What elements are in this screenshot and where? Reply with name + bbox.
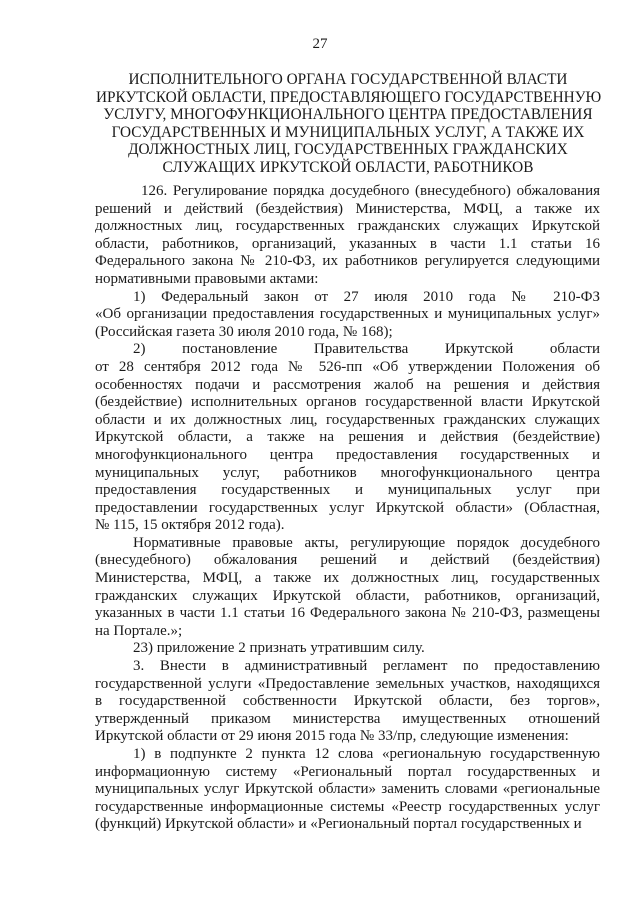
paragraph-line: от 28 сентября 2012 года № 526-пп «Об утверждении Положения об	[95, 358, 600, 375]
paragraph-line: 3. Внести в административный регламент по предоставлению	[133, 658, 600, 675]
section-heading	[96, 71, 600, 177]
paragraph	[95, 746, 600, 834]
heading-line: ИСПОЛНИТЕЛЬНОГО ОРГАНА ГОСУДАРСТВЕННОЙ ВЛАСТИ	[128, 71, 568, 88]
paragraph-line: 1) Федеральный закон от 27 июля 2010 года № 210-ФЗ	[133, 288, 600, 305]
paragraph-line: 23) приложение 2 признать утратившим силу.	[133, 640, 425, 657]
paragraph-line: предоставлении государственных услуг Иркутской области» (Областная,	[95, 499, 600, 516]
paragraph-line: утвержденный приказом министерства имущественных отношений	[95, 710, 600, 727]
page-number: 27	[312, 36, 328, 52]
paragraph-line: Нормативные правовые акты, регулирующие порядок досудебного	[133, 534, 600, 551]
paragraph-line: государственной услуги «Предоставление земельных участков, находящихся	[95, 675, 600, 692]
paragraph-line: Федерального закона № 210-ФЗ, их работников регулируется следующими	[95, 253, 600, 270]
paragraph-line: (внесудебного) обжалования решений и действий (бездействия)	[95, 552, 600, 569]
paragraph-line: Иркутской области от 29 июня 2015 года № 33/пр, следующие изменения:	[95, 728, 569, 745]
heading-line: УСЛУГУ, МНОГОФУНКЦИОНАЛЬНОГО ЦЕНТРА ПРЕДОСТАВЛЕНИЯ	[103, 106, 593, 124]
paragraph-line: на Портале.»;	[95, 622, 183, 639]
paragraph-line: нормативными правовыми актами:	[95, 270, 319, 287]
paragraph	[95, 535, 600, 641]
heading-line: ДОЛЖНОСТНЫХ ЛИЦ, ГОСУДАРСТВЕННЫХ ГРАЖДАНСКИХ	[128, 141, 568, 159]
paragraph-line: должностных лиц, государственных гражданских служащих Иркутской	[95, 218, 600, 235]
paragraph-line: (функций) Иркутской области» и «Региональный портал государственных и	[95, 816, 582, 833]
paragraph	[95, 640, 600, 658]
paragraph-line: «Об организации предоставления государственных и муниципальных услуг»	[95, 306, 600, 323]
paragraph	[95, 183, 600, 289]
paragraph-line: указанных в части 1.1 статьи 16 Федерального закона № 210-ФЗ, размещены	[95, 605, 600, 622]
paragraph-line: Иркутской области, а также на решения и действия (бездействие)	[95, 429, 600, 446]
paragraph-line: 1) в подпункте 2 пункта 12 слова «региональную государственную	[133, 746, 600, 762]
paragraph	[95, 289, 600, 342]
heading-line: ГОСУДАРСТВЕННЫХ И МУНИЦИПАЛЬНЫХ УСЛУГ, А ТАКЖЕ ИХ	[111, 123, 585, 141]
paragraph-line: области и их должностных лиц, государственных гражданских служащих	[95, 411, 600, 428]
paragraph-line: информационную систему «Региональный портал государственных и	[95, 763, 600, 780]
paragraph-line: предоставления государственных и муниципальных услуг при	[95, 482, 600, 499]
paragraph-line: 2) постановление Правительства Иркутской области	[133, 341, 600, 358]
heading-line: ИРКУТСКОЙ ОБЛАСТИ, ПРЕДОСТАВЛЯЮЩЕГО ГОСУДАРСТВЕННУЮ	[96, 88, 602, 106]
paragraph-line: муниципальных услуг, работников многофункционального центра	[95, 464, 600, 481]
paragraph-line: (бездействие) исполнительных органов государственной власти Иркутской	[95, 394, 600, 411]
paragraph-line: государственные информационные системы «Реестр государственных услуг	[95, 798, 600, 815]
paragraph-line: гражданских служащих Иркутской области, работников, организаций,	[95, 587, 600, 604]
paragraph-line: № 115, 15 октября 2012 года).	[95, 517, 285, 534]
paragraph-line: решений и действий (бездействия) Министерства, МФЦ, а также их	[95, 200, 600, 217]
paragraph-line: Министерства, МФЦ, а также их должностных лиц, государственных	[95, 570, 600, 587]
heading-line: СЛУЖАЩИХ ИРКУТСКОЙ ОБЛАСТИ, РАБОТНИКОВ	[162, 158, 534, 176]
paragraph-line: особенностях подачи и рассмотрения жалоб на решения и действия	[95, 376, 600, 393]
paragraph-line: в государственной собственности Иркутской области, без торгов»,	[95, 693, 600, 710]
paragraph-line: области, работников, организаций, указанных в части 1.1 статьи 16	[95, 235, 600, 252]
document-body	[95, 183, 600, 834]
paragraph-line: многофункционального центра предоставления государственных и	[95, 446, 600, 463]
paragraph	[95, 341, 600, 535]
paragraph	[95, 658, 600, 746]
paragraph-line: 126. Регулирование порядка досудебного (внесудебного) обжалования	[141, 183, 600, 199]
paragraph-line: муниципальных услуг Иркутской области» заменить словами «региональные	[95, 781, 600, 798]
paragraph-line: (Российская газета 30 июля 2010 года, № 168);	[95, 323, 393, 340]
